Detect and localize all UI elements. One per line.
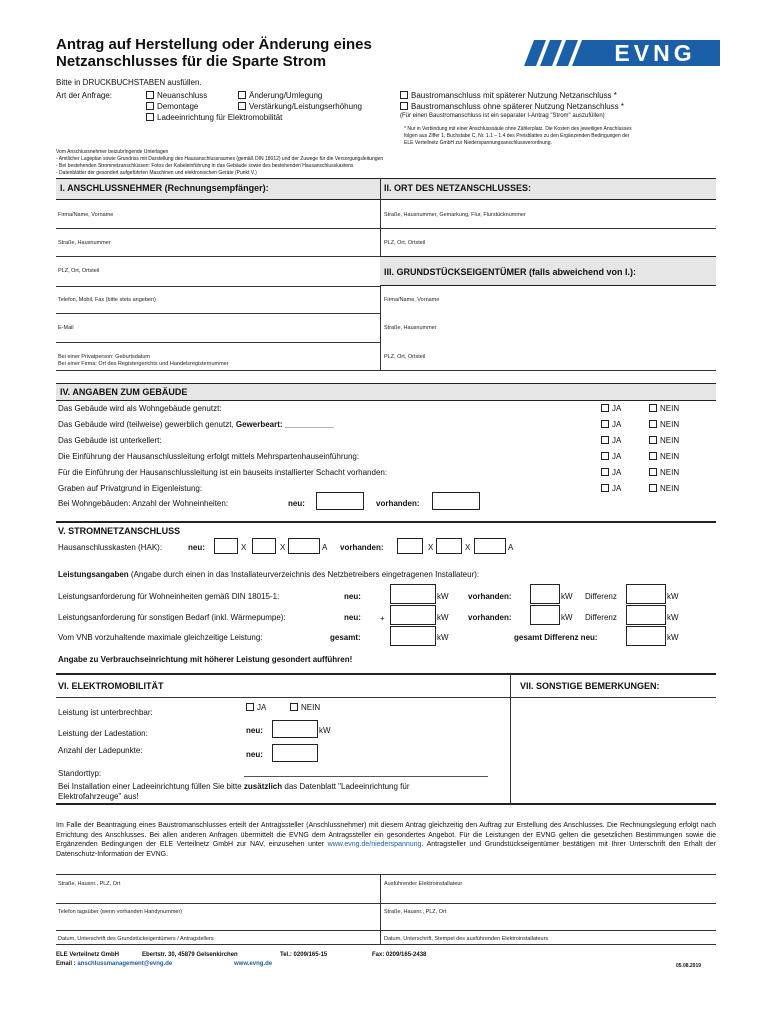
differenz-label: Differenz xyxy=(585,613,617,622)
ladestation-label: Leistung der Ladestation: xyxy=(58,729,148,738)
q-gewerblich: Das Gebäude wird (teilweise) gewerblich genutzt, Gewerbeart: ___________ xyxy=(58,420,334,429)
art-label: Art der Anfrage: xyxy=(56,91,113,100)
q-graben: Graben auf Privatgrund in Eigenleistung: xyxy=(58,484,203,493)
q-mehrsparten: Die Einführung der Hausanschlussleitung erfolgt mittels Mehrspartenhauseinführung: xyxy=(58,452,360,461)
ladepunkte-neu: neu: xyxy=(246,750,263,759)
q-unterkellert: Das Gebäude ist unterkellert: xyxy=(58,436,162,445)
title-line-2: Netzanschlusses für die Sparte Strom xyxy=(56,53,327,70)
r2-neu-input[interactable] xyxy=(390,605,436,625)
page-title xyxy=(56,36,372,70)
unterbrechbar-label: Leistung ist unterbrechbar: xyxy=(58,708,153,717)
r3-label: Vom VNB vorzuhaltende maximale gleichzeitige Leistung: xyxy=(58,633,263,642)
field-birth-register[interactable]: Bei einer Privatperson: Geburtsdatum Bei einer Firma: Ort des Registergerichts und Handelsregisternummer xyxy=(58,354,229,367)
sign-right-installer[interactable]: Ausführender Elektroinstallateur xyxy=(384,881,463,887)
plus-sign: + xyxy=(380,614,385,623)
verbrauch-note: Angabe zu Verbrauchseinrichtung mit höherer Leistung gesondert aufführen! xyxy=(58,655,353,664)
nein-2[interactable]: NEIN xyxy=(649,436,679,445)
sign-left-address[interactable]: Straße, Hausnr., PLZ, Ort xyxy=(58,881,121,887)
footnote: * Nur in Verbindung mit einer Anschlusssäule ohne Zählerplatz. Die Kosten des jeweiligen Anschlusses folgen aus Ziffer 1, Buchstabe C, Nr. 1.1 – 1.4 des Preisblattes zu den Ergänzenden Bedingungen der ELE Verteilnetz GmbH zur Niederspannungsanschlussverordnung. xyxy=(404,126,632,146)
kw-unit: kW xyxy=(319,726,331,735)
nein-1[interactable]: NEIN xyxy=(649,420,679,429)
r2-vorhanden: vorhanden: xyxy=(468,613,512,622)
checkbox[interactable] xyxy=(400,91,408,99)
option-aenderung[interactable]: Änderung/Umlegung xyxy=(238,91,322,100)
q-wohngebaeude: Das Gebäude wird als Wohngebäude genutzt: xyxy=(58,404,222,413)
kw-unit: kW xyxy=(437,592,449,601)
section-4-header: IV. ANGABEN ZUM GEBÄUDE xyxy=(56,383,716,401)
ladestation-neu: neu: xyxy=(246,726,263,735)
unterbrechbar-ja[interactable]: JA xyxy=(246,703,266,712)
leistungsangaben: Leistungsangaben (Angabe durch einen in das Installateurverzeichnis des Netzbetreibers eingetragenen Installateur): xyxy=(58,570,480,579)
field-plz[interactable]: PLZ, Ort, Ortsteil xyxy=(58,268,100,274)
option-baustrom-ohne[interactable]: Baustromanschluss ohne späterer Nutzung Netzanschluss * xyxy=(400,102,624,111)
field-owner-plz[interactable]: PLZ, Ort, Ortsteil xyxy=(384,354,426,360)
kw-unit: kW xyxy=(667,592,679,601)
field-location-plz[interactable]: PLZ, Ort, Ortsteil xyxy=(384,240,426,246)
required-documents: Vom Anschlussnehmer beizubringende Unterlagen - Amtlicher Lageplan sowie Grundriss mit Darstellung des Hausanschlussraumes (gemäß DIN 18012) und der Zuwege für die Versorgungsleitungen - Bei bestehenden Stromnetzanschlüssen: Fotos der Kabeleinführung in das Gebäude sowie des bestehenden Hausanschlusskastens - Datenblätter der gesondert aufgeführten Maschinen und elektronischen Geräte (Punkt V.) xyxy=(56,149,384,176)
wohn-neu-input[interactable] xyxy=(316,492,364,510)
a-unit: A xyxy=(322,543,328,552)
unterbrechbar-nein[interactable]: NEIN xyxy=(290,703,320,712)
field-street[interactable]: Straße, Hausnummer xyxy=(58,240,111,246)
r1-vorh-input[interactable] xyxy=(530,584,560,604)
hak-vorh-1[interactable] xyxy=(397,538,423,554)
web-link[interactable]: www.evng.de xyxy=(234,961,273,967)
kw-unit: kW xyxy=(561,613,573,622)
standort-line[interactable] xyxy=(244,776,488,777)
niederspannung-link[interactable]: www.evng.de/niederspannung xyxy=(327,841,422,848)
gesamt-label: gesamt: xyxy=(330,633,361,642)
footer-tel: Tel.: 0209/165-15 xyxy=(280,952,328,958)
ja-1[interactable]: JA xyxy=(601,420,621,429)
wohn-vorhanden-label: vorhanden: xyxy=(376,499,420,508)
hak-neu-1[interactable] xyxy=(214,538,238,554)
hak-label: Hausanschlusskasten (HAK): xyxy=(58,543,163,552)
hak-neu-3[interactable] xyxy=(288,538,320,554)
ladepunkte-label: Anzahl der Ladepunkte: xyxy=(58,746,143,755)
ladepunkte-input[interactable] xyxy=(272,744,318,762)
wohneinheiten-label: Bei Wohngebäuden: Anzahl der Wohneinheiten: xyxy=(58,499,229,508)
footer-company: ELE Verteilnetz GmbH xyxy=(56,952,120,958)
option-ladeeinrichtung[interactable]: Ladeeinrichtung für Elektromobilität xyxy=(146,113,282,122)
title-line-1: Antrag auf Herstellung oder Änderung eines xyxy=(56,36,372,53)
field-email[interactable]: E-Mail xyxy=(58,325,74,331)
section-1-header: I. ANSCHLUSSNEHMER (Rechnungsempfänger): xyxy=(56,178,380,200)
footer-email: Email : anschlussmanagement@evng.de xyxy=(56,961,173,967)
r2-vorh-input[interactable] xyxy=(530,605,560,625)
wohn-vorhanden-input[interactable] xyxy=(432,492,480,510)
hak-vorh-3[interactable] xyxy=(474,538,506,554)
footer-date: 05.08.2019 xyxy=(676,963,702,969)
kw-unit: kW xyxy=(437,613,449,622)
r1-neu-input[interactable] xyxy=(390,584,436,604)
email-link[interactable]: anschlussmanagement@evng.de xyxy=(77,961,173,967)
ladeeinrichtung-hinweis: Bei Installation einer Ladeeinrichtung füllen Sie bitte zusätzlich das Datenblatt "Ladeeinrichtung für Elektrofahrzeuge" aus! xyxy=(58,782,410,801)
checkbox[interactable] xyxy=(400,102,408,110)
ja-4[interactable]: JA xyxy=(601,468,621,477)
r3-gesamt-input[interactable] xyxy=(390,626,436,646)
r2-label: Leistungsanforderung für sonstigen Bedarf (inkl. Wärmepumpe): xyxy=(58,613,286,622)
sign-left-signature[interactable]: Datum, Unterschrift des Grundstückeigentümers / Antragstellers xyxy=(58,936,214,942)
field-owner-street[interactable]: Straße, Hausnummer xyxy=(384,325,437,331)
footer-address: Ebertstr. 30, 45879 Gelsenkirchen xyxy=(142,952,238,958)
kw-unit: kW xyxy=(667,613,679,622)
ja-2[interactable]: JA xyxy=(601,436,621,445)
standort-label: Standorttyp: xyxy=(58,769,102,778)
ja-0[interactable]: JA xyxy=(601,404,621,413)
hak-vorhanden-label: vorhanden: xyxy=(340,543,384,552)
x-sep: X xyxy=(280,543,286,552)
kw-unit: kW xyxy=(437,633,449,642)
section-7-header: VII. SONSTIGE BEMERKUNGEN: xyxy=(520,681,660,691)
nein-0[interactable]: NEIN xyxy=(649,404,679,413)
wohn-neu-label: neu: xyxy=(288,499,305,508)
r2-diff-input[interactable] xyxy=(626,605,666,625)
differenz-label: Differenz xyxy=(585,592,617,601)
option-neuanschluss[interactable]: Neuanschluss xyxy=(146,91,207,100)
nein-4[interactable]: NEIN xyxy=(649,468,679,477)
ja-5[interactable]: JA xyxy=(601,484,621,493)
gesamt-diff-label: gesamt Differenz neu: xyxy=(514,633,598,642)
evng-logo xyxy=(524,40,720,66)
field-phone[interactable]: Telefon, Mobil, Fax (bitte stets angeben) xyxy=(58,297,156,303)
checkbox[interactable] xyxy=(146,91,154,99)
x-sep: X xyxy=(428,543,434,552)
checkbox[interactable] xyxy=(146,102,154,110)
r2-neu: neu: xyxy=(344,613,361,622)
kw-unit: kW xyxy=(561,592,573,601)
section-6-header: VI. ELEKTROMOBILITÄT xyxy=(58,681,164,691)
nein-5[interactable]: NEIN xyxy=(649,484,679,493)
hak-neu-2[interactable] xyxy=(252,538,276,554)
option-verstaerkung[interactable]: Verstärkung/Leistungserhöhung xyxy=(238,102,362,111)
field-name[interactable]: Firma/Name, Vorname xyxy=(58,212,114,218)
section-3-header: III. GRUNDSTÜCKSEIGENTÜMER (falls abweichend von I.): xyxy=(380,256,716,286)
checkbox[interactable] xyxy=(146,113,154,121)
r3-diff-input[interactable] xyxy=(626,626,666,646)
checkbox[interactable] xyxy=(238,102,246,110)
field-location-street[interactable]: Straße, Hausnummer, Gemarkung, Flur, Flurstücknummer xyxy=(384,212,526,218)
field-owner-name[interactable]: Firma/Name, Vorname xyxy=(384,297,440,303)
option-baustrom-mit[interactable]: Baustromanschluss mit späterer Nutzung Netzanschluss * xyxy=(400,91,617,100)
sign-right-address[interactable]: Straße, Hausnr., PLZ, Ort xyxy=(384,909,447,915)
q-schacht: Für die Einführung der Hausanschlussleitung ist ein bauseits installierter Schacht vorhanden: xyxy=(58,468,388,477)
nein-3[interactable]: NEIN xyxy=(649,452,679,461)
option-demontage[interactable]: Demontage xyxy=(146,102,198,111)
sign-right-signature[interactable]: Datum, Unterschrift, Stempel des ausführenden Elektroinstallateurs xyxy=(384,936,549,942)
section-5-header: V. STROMNETZANSCHLUSS xyxy=(58,526,181,536)
section-2-header: II. ORT DES NETZANSCHLUSSES: xyxy=(380,178,716,200)
x-sep: X xyxy=(241,543,247,552)
r1-label: Leistungsanforderung für Wohneinheiten gemäß DIN 18015-1: xyxy=(58,592,280,601)
ja-3[interactable]: JA xyxy=(601,452,621,461)
hak-vorh-2[interactable] xyxy=(436,538,462,554)
sign-left-phone[interactable]: Telefon tagsüber (wenn vorhanden Handynummer) xyxy=(58,909,183,915)
closing-text: Im Falle der Beantragung eines Baustromanschlusses erteilt der Antragssteller (Anschlussnehmer) mit diesem Antrag gleichzeitig den Auftrag zur Erstellung des Anschlusses. Die Rechnungslegung erfolgt nach Errichtung des Anschlusses. Bei allen anderen Anfragen übermittelt die EVNG dem Antragssteller ein gesondertes Angebot. Für die Leistungen der EVNG gelten die gesetzlichen Bestimmungen sowie die Ergänzenden Bedingungen der ELE Verteilnetz GmbH zur NAV, einzusehen unter www.evng.de/niederspannung. Antragsteller und Grundstückseigentümer bestätigen mit Ihrer Unterschrift den Erhalt der Datenschutz-Information der EVNG. xyxy=(56,822,716,858)
caps-note: Bitte in DRUCKBUCHSTABEN ausfüllen. xyxy=(56,78,202,87)
footer-fax: Fax: 0209/165-2438 xyxy=(372,952,427,958)
hak-neu-label: neu: xyxy=(188,543,205,552)
kw-unit: kW xyxy=(667,633,679,642)
logo-text: EVNG xyxy=(614,40,696,66)
r1-diff-input[interactable] xyxy=(626,584,666,604)
x-sep: X xyxy=(465,543,471,552)
checkbox[interactable] xyxy=(238,91,246,99)
r1-neu: neu: xyxy=(344,592,361,601)
ladestation-input[interactable] xyxy=(272,720,318,738)
r1-vorhanden: vorhanden: xyxy=(468,592,512,601)
a-unit: A xyxy=(508,543,514,552)
baustrom-note: (Für einen Baustromanschluss ist ein separater I-Antrag "Strom" auszufüllen) xyxy=(400,113,605,119)
